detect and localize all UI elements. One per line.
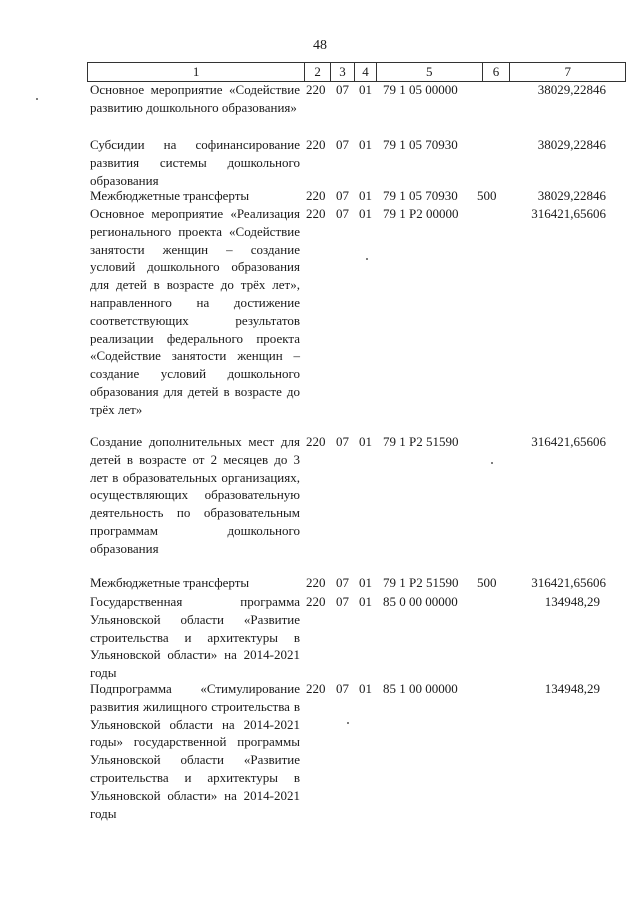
header-col-6: 6 <box>483 63 511 81</box>
row-c4: 01 <box>359 188 372 203</box>
row-c2: 220 <box>306 82 326 97</box>
row-c5: 79 1 05 70930 <box>383 137 458 152</box>
header-col-3: 3 <box>331 63 355 81</box>
row-name: Межбюджетные трансферты <box>90 575 250 590</box>
row-c2: 220 <box>306 434 326 449</box>
row-c4: 01 <box>359 82 372 97</box>
row-c3: 07 <box>336 594 349 609</box>
header-col-1: 1 <box>88 63 305 81</box>
table-header <box>87 62 626 82</box>
row-c2: 220 <box>306 575 326 590</box>
row-c5: 79 1 P2 51590 <box>383 575 459 590</box>
row-c4: 01 <box>359 206 372 221</box>
row-c5: 79 1 05 00000 <box>383 82 458 97</box>
row-c5: 79 1 P2 00000 <box>383 206 459 221</box>
scan-speck <box>36 98 38 100</box>
row-c3: 07 <box>336 575 349 590</box>
row-name: Основное мероприятие «Реализация регионального проекта «Содействие занятости женщин – создание условий дошкольного образования для детей в возрасте до трёх лет», направленного на достижение соответствующих результатов реализации федерального проекта «Содействие занятости женщин – создание условий дошкольного образования для детей в возрасте до трёх лет» <box>90 206 300 417</box>
header-col-5: 5 <box>377 63 483 81</box>
row-c3: 07 <box>336 434 349 449</box>
scan-speck <box>366 258 368 260</box>
row-c6: 500 <box>477 575 497 590</box>
row-c2: 220 <box>306 594 326 609</box>
row-name: Государственная программа Ульяновской области «Развитие строительства и архитектуры в Ульяновской области» на 2014-2021 годы <box>90 594 300 681</box>
row-c7: 38029,22846 <box>537 188 606 203</box>
row-c7: 38029,22846 <box>537 82 606 97</box>
page-number: 48 <box>313 38 327 53</box>
row-name: Подпрограмма «Стимулирование развития жилищного строительства в Ульяновской области на 2014-2021 годы» государственной программы Ульяновской области «Развитие строительства и архитектуры в Ульяновской области» на 2014-2021 годы <box>90 681 300 821</box>
row-c7: 134948,29 <box>544 681 600 696</box>
row-name: Создание дополнительных мест для детей в возрасте от 2 месяцев до 3 лет в образовательных организациях, осуществляющих образовательную деятельность по образовательным программам дошкольного образования <box>90 434 300 556</box>
row-c4: 01 <box>359 594 372 609</box>
row-c7: 316421,65606 <box>531 575 606 590</box>
row-c5: 79 1 P2 51590 <box>383 434 459 449</box>
row-c7: 316421,65606 <box>531 434 606 449</box>
row-c5: 79 1 05 70930 <box>383 188 458 203</box>
row-c3: 07 <box>336 137 349 152</box>
header-col-2: 2 <box>305 63 331 81</box>
row-c2: 220 <box>306 681 326 696</box>
row-c3: 07 <box>336 82 349 97</box>
row-c7: 38029,22846 <box>537 137 606 152</box>
row-c4: 01 <box>359 137 372 152</box>
row-c2: 220 <box>306 137 326 152</box>
header-col-7: 7 <box>564 64 571 79</box>
scan-speck <box>347 722 349 724</box>
row-c5: 85 0 00 00000 <box>383 594 458 609</box>
row-name: Основное мероприятие «Содействие развитию дошкольного образования» <box>90 82 300 115</box>
row-name: Субсидии на софинансирование развития системы дошкольного образования <box>90 137 300 188</box>
row-c3: 07 <box>336 681 349 696</box>
row-c5: 85 1 00 00000 <box>383 681 458 696</box>
row-c3: 07 <box>336 206 349 221</box>
row-c7: 134948,29 <box>544 594 600 609</box>
row-c6: 500 <box>477 188 497 203</box>
row-c3: 07 <box>336 188 349 203</box>
row-c2: 220 <box>306 188 326 203</box>
header-col-4: 4 <box>355 63 377 81</box>
scan-speck <box>491 462 493 464</box>
row-c7: 316421,65606 <box>531 206 606 221</box>
row-c4: 01 <box>359 434 372 449</box>
row-c4: 01 <box>359 681 372 696</box>
row-c2: 220 <box>306 206 326 221</box>
row-name: Межбюджетные трансферты <box>90 188 250 203</box>
row-c4: 01 <box>359 575 372 590</box>
